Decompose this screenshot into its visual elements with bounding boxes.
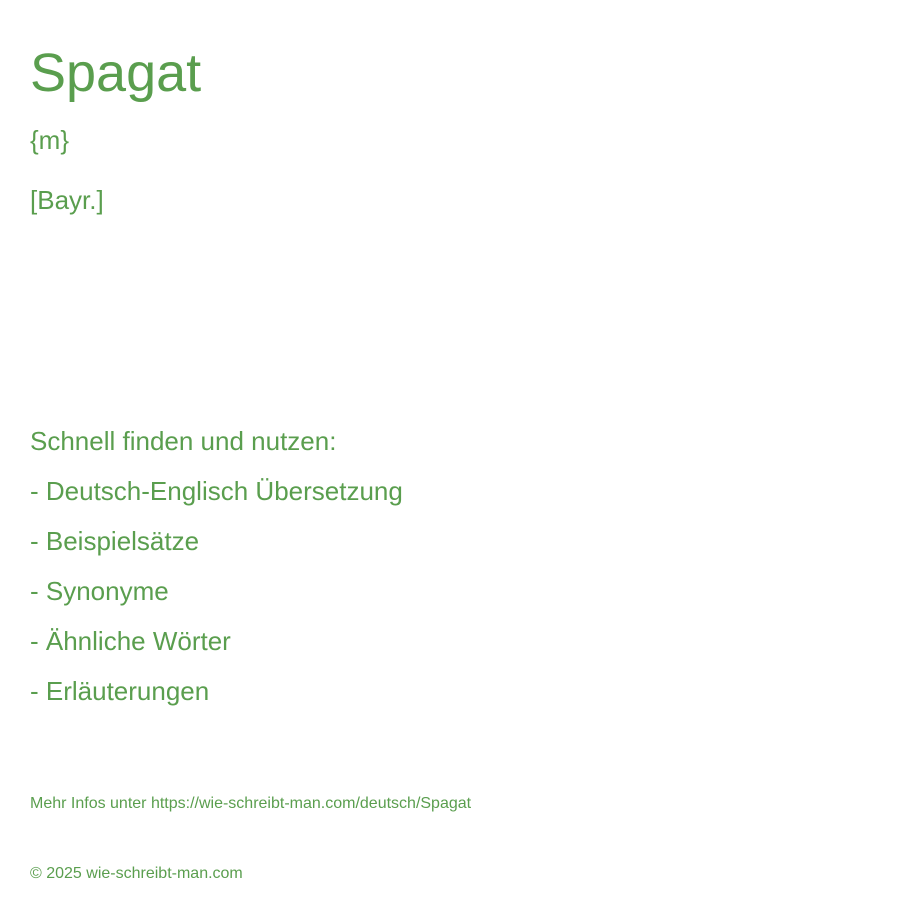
feature-item-example-sentences: - Beispielsätze — [30, 526, 200, 556]
features-title: Schnell finden und nutzen: — [30, 426, 337, 456]
region-label: [Bayr.] — [30, 185, 104, 215]
headword: Spagat — [30, 43, 202, 103]
gender-label: {m} — [30, 125, 70, 155]
feature-list — [30, 474, 403, 724]
feature-item-synonyms: - Synonyme — [30, 576, 169, 606]
feature-item-similar-words: - Ähnliche Wörter — [30, 626, 231, 656]
feature-item-translation: - Deutsch-Englisch Übersetzung — [30, 476, 403, 506]
feature-item-explanations: - Erläuterungen — [30, 676, 210, 706]
copyright-notice: © 2025 wie-schreibt-man.com — [30, 865, 243, 882]
more-info-link[interactable]: Mehr Infos unter https://wie-schreibt-man.com/deutsch/Spagat — [30, 795, 472, 812]
